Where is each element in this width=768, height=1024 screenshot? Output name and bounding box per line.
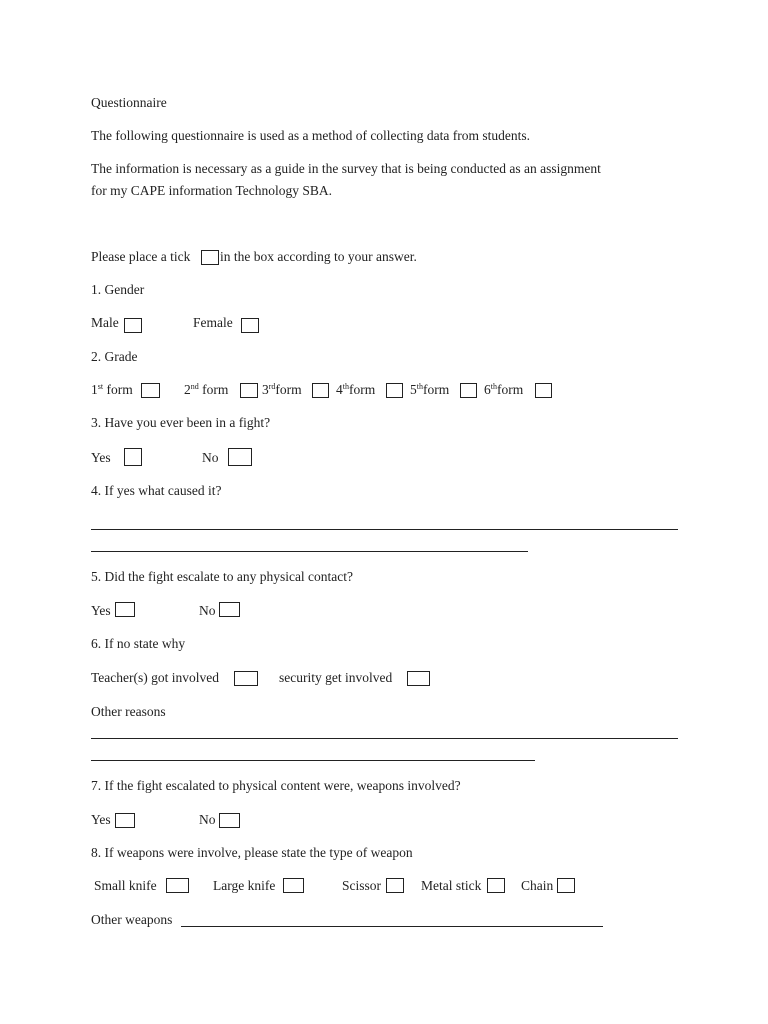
grade-5-checkbox[interactable] bbox=[460, 383, 477, 398]
grade-1-label: 1st form bbox=[91, 382, 133, 397]
question-1-label: 1. Gender bbox=[91, 282, 145, 297]
question-3-label: 3. Have you ever been in a fight? bbox=[91, 415, 271, 430]
teachers-involved-checkbox[interactable] bbox=[234, 671, 258, 686]
grade-3-label: 3rdform bbox=[262, 382, 302, 397]
intro-paragraph-2-line-2: for my CAPE information Technology SBA. bbox=[91, 183, 333, 198]
grade-6-label: 6thform bbox=[484, 382, 524, 397]
chain-label: Chain bbox=[521, 878, 554, 893]
option-female-label: Female bbox=[193, 315, 233, 330]
other-reasons-label: Other reasons bbox=[91, 704, 166, 719]
page-title: Questionnaire bbox=[91, 95, 167, 110]
grade-2-label: 2nd form bbox=[184, 382, 229, 397]
scissor-checkbox[interactable] bbox=[386, 878, 404, 893]
grade-3-checkbox[interactable] bbox=[312, 383, 329, 398]
answer-line[interactable] bbox=[91, 738, 678, 739]
q7-yes-label: Yes bbox=[91, 812, 111, 827]
q5-yes-label: Yes bbox=[91, 603, 111, 618]
question-2-label: 2. Grade bbox=[91, 349, 138, 364]
question-6-label: 6. If no state why bbox=[91, 636, 186, 651]
q5-yes-checkbox[interactable] bbox=[115, 602, 135, 617]
q5-no-label: No bbox=[199, 603, 216, 618]
grade-4-checkbox[interactable] bbox=[386, 383, 403, 398]
grade-5-label: 5thform bbox=[410, 382, 450, 397]
q7-yes-checkbox[interactable] bbox=[115, 813, 135, 828]
question-7-label: 7. If the fight escalated to physical content were, weapons involved? bbox=[91, 778, 461, 793]
small-knife-checkbox[interactable] bbox=[166, 878, 189, 893]
q7-no-label: No bbox=[199, 812, 216, 827]
grade-2-checkbox[interactable] bbox=[240, 383, 258, 398]
q5-no-checkbox[interactable] bbox=[219, 602, 240, 617]
q3-yes-label: Yes bbox=[91, 450, 111, 465]
example-tick-box bbox=[201, 250, 219, 265]
large-knife-checkbox[interactable] bbox=[283, 878, 304, 893]
security-involved-label: security get involved bbox=[279, 670, 393, 685]
question-5-label: 5. Did the fight escalate to any physical contact? bbox=[91, 569, 354, 584]
scissor-label: Scissor bbox=[342, 878, 382, 893]
female-checkbox[interactable] bbox=[241, 318, 259, 333]
grade-4-label: 4thform bbox=[336, 382, 376, 397]
intro-paragraph-1: The following questionnaire is used as a method of collecting data from students. bbox=[91, 128, 531, 143]
question-8-label: 8. If weapons were involve, please state the type of weapon bbox=[91, 845, 413, 860]
other-weapons-label: Other weapons bbox=[91, 912, 173, 927]
instruction-text-after: in the box according to your answer. bbox=[220, 249, 417, 264]
metal-stick-checkbox[interactable] bbox=[487, 878, 505, 893]
q3-no-label: No bbox=[202, 450, 219, 465]
q7-no-checkbox[interactable] bbox=[219, 813, 240, 828]
security-involved-checkbox[interactable] bbox=[407, 671, 430, 686]
large-knife-label: Large knife bbox=[213, 878, 276, 893]
answer-line[interactable] bbox=[91, 760, 535, 761]
male-checkbox[interactable] bbox=[124, 318, 142, 333]
q3-yes-checkbox[interactable] bbox=[124, 448, 142, 466]
option-male-label: Male bbox=[91, 315, 119, 330]
intro-paragraph-2-line-1: The information is necessary as a guide in the survey that is being conducted as an assignment bbox=[91, 161, 601, 176]
grade-6-checkbox[interactable] bbox=[535, 383, 552, 398]
q3-no-checkbox[interactable] bbox=[228, 448, 252, 466]
instruction-text-before: Please place a tick bbox=[91, 249, 191, 264]
chain-checkbox[interactable] bbox=[557, 878, 575, 893]
small-knife-label: Small knife bbox=[94, 878, 157, 893]
answer-line[interactable] bbox=[91, 529, 678, 530]
answer-line[interactable] bbox=[91, 551, 528, 552]
metal-stick-label: Metal stick bbox=[421, 878, 482, 893]
question-4-label: 4. If yes what caused it? bbox=[91, 483, 222, 498]
other-weapons-answer-line[interactable] bbox=[181, 926, 603, 927]
teachers-involved-label: Teacher(s) got involved bbox=[91, 670, 220, 685]
grade-1-checkbox[interactable] bbox=[141, 383, 160, 398]
